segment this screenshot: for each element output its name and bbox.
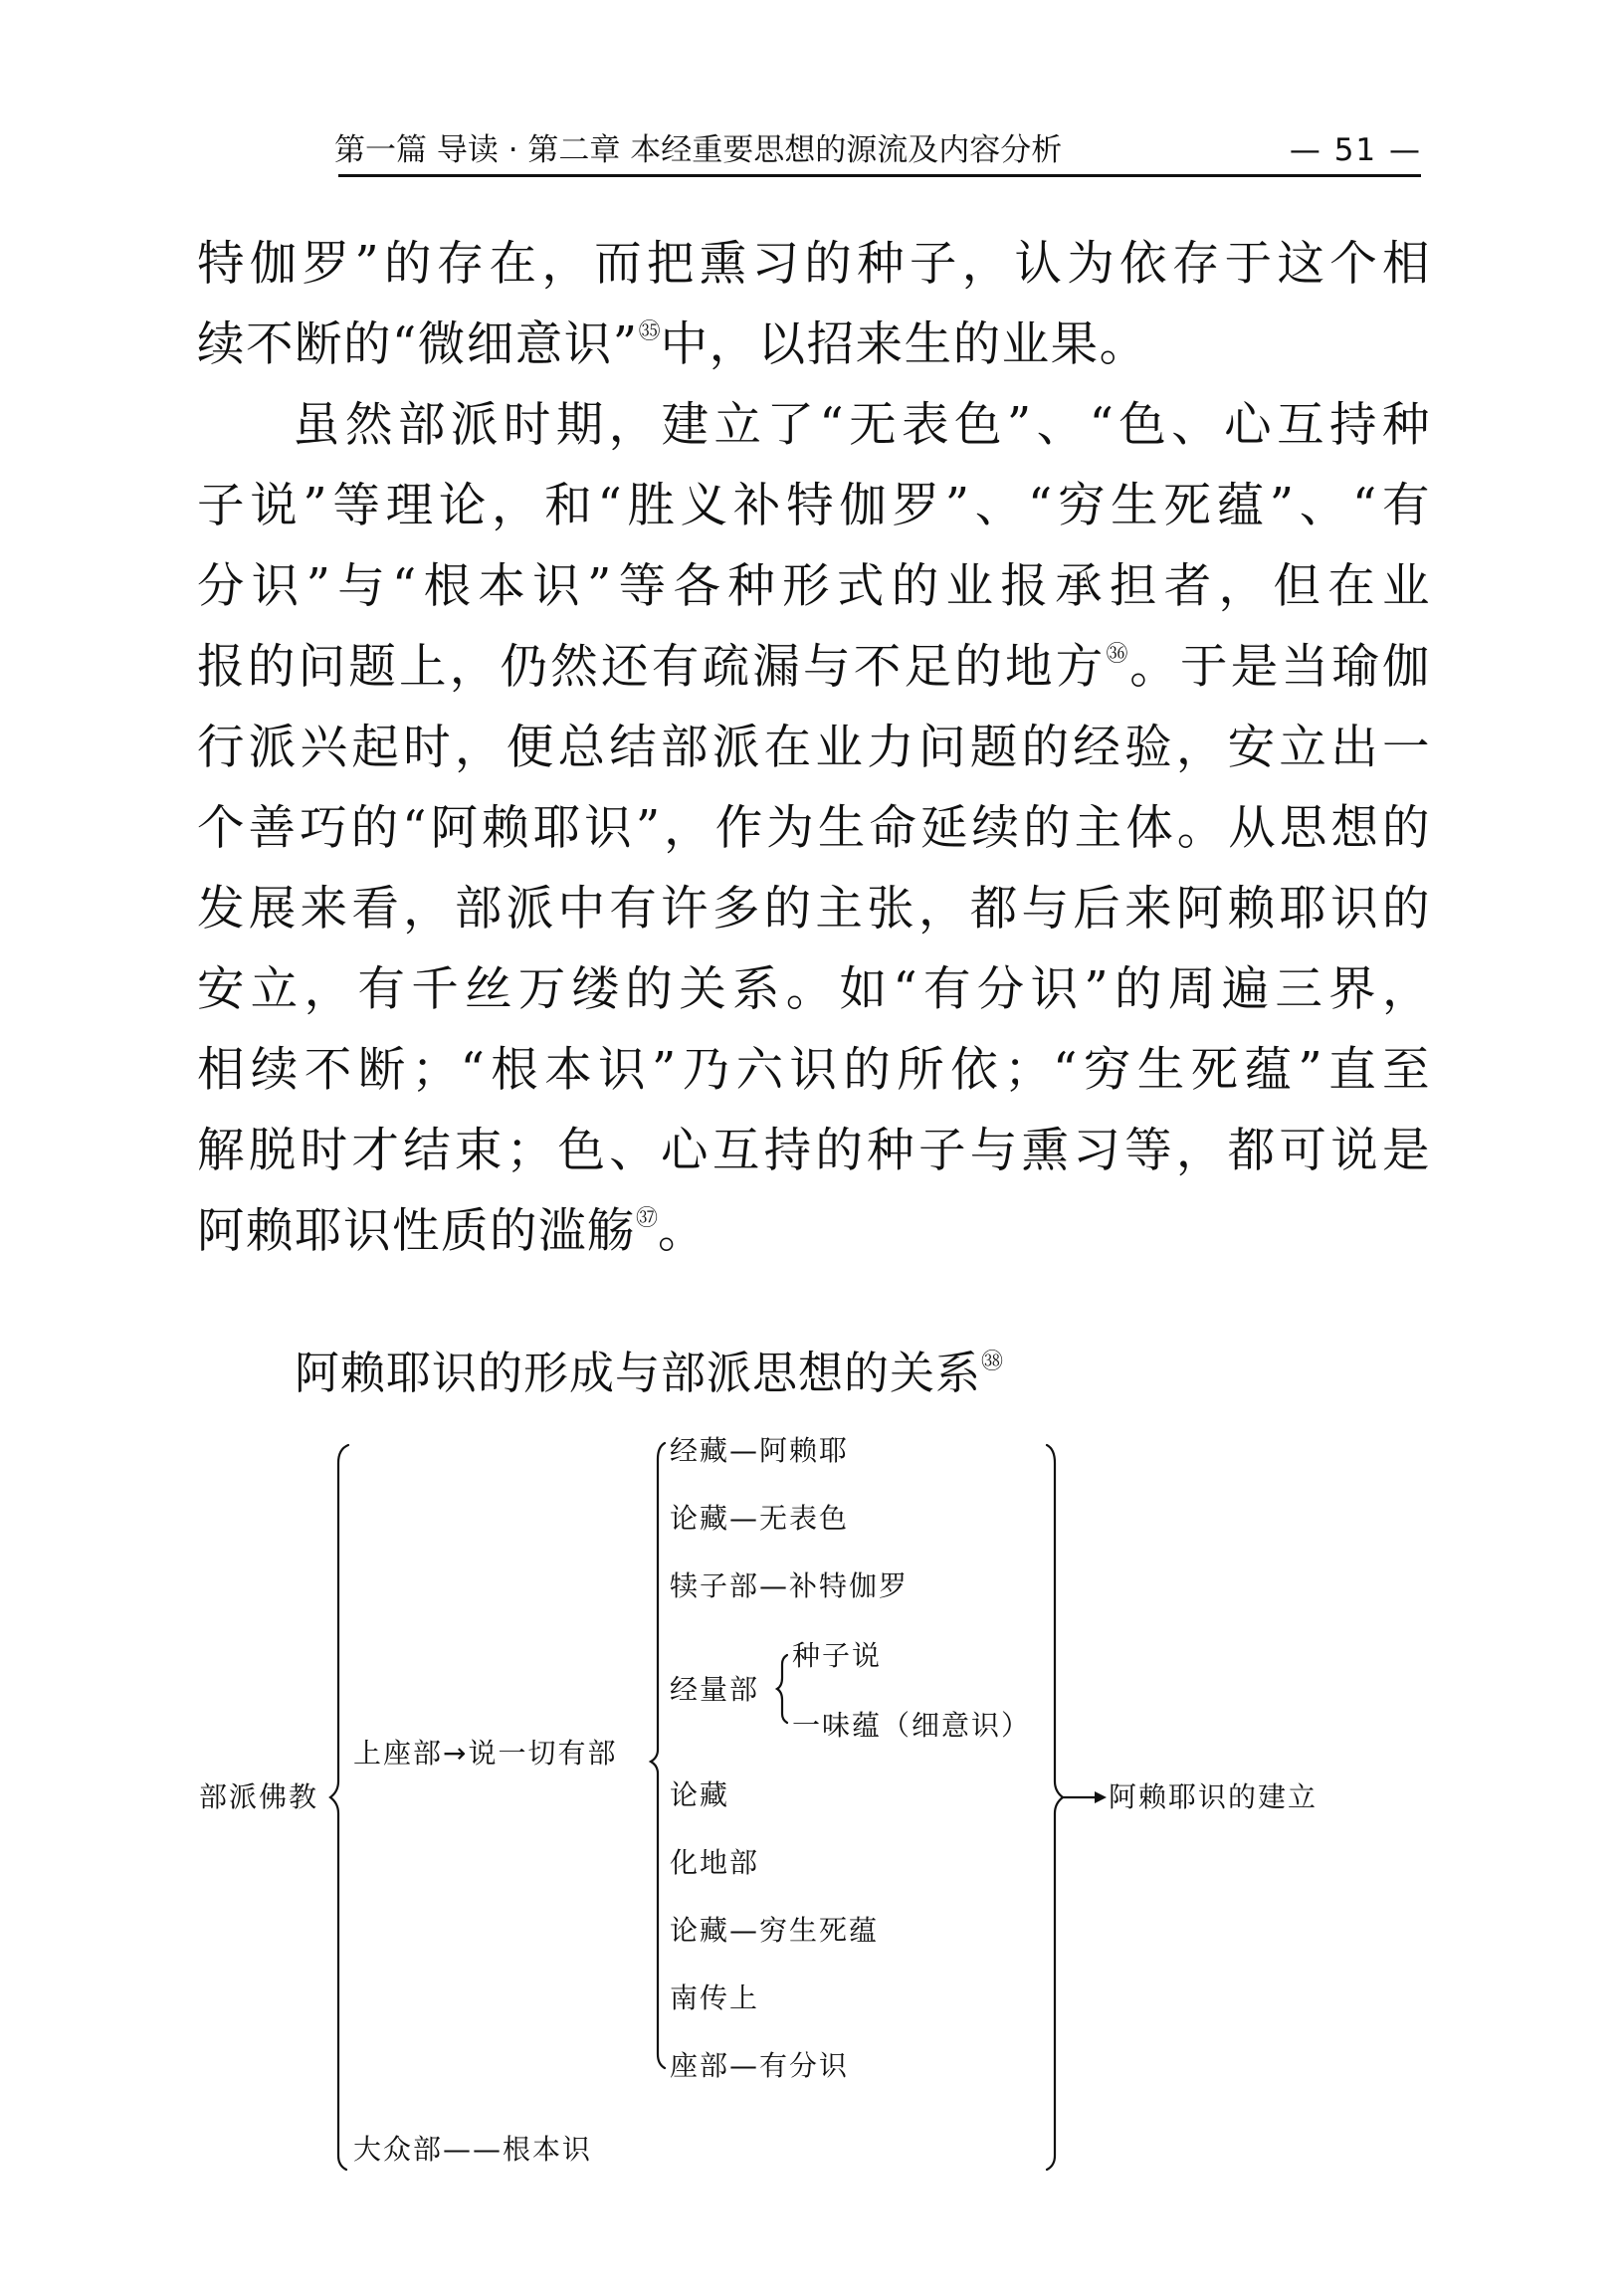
- result-arrowhead: [1095, 1791, 1107, 1803]
- diagram-title: [295, 1344, 1003, 1403]
- text-line: 解脱时才结束；色、心互持的种子与熏习等，都可说是: [197, 1124, 1431, 1178]
- diagram-node-subitem: 种子说: [792, 1639, 883, 1672]
- text-line: 子说”等理论，和“胜义补特伽罗”、“穷生死蕴”、“有: [197, 479, 1431, 533]
- diagram-node-result: 阿赖耶识的建立: [1109, 1780, 1319, 1813]
- text-line: 特伽罗”的存在，而把熏习的种子，认为依存于这个相: [197, 237, 1431, 292]
- text-line: 个善巧的“阿赖耶识”，作为生命延续的主体。从思想的: [197, 801, 1431, 856]
- text-line: [197, 1191, 1431, 1272]
- text-line: 行派兴起时，便总结部派在业力问题的经验，安立出一: [197, 721, 1431, 775]
- diagram-node-sthavira: 上座部→说一切有部: [353, 1737, 618, 1770]
- diagram-node-subitem: 一味蕴（细意识）: [792, 1709, 1032, 1742]
- brace-closing: [1047, 1445, 1063, 2170]
- text-line: 虽然部派时期，建立了“无表色”、“色、心互持种: [293, 398, 1431, 453]
- diagram-node-root: 部派佛教: [199, 1780, 319, 1813]
- text-segment: 。于是当瑜伽: [1129, 640, 1431, 695]
- text-line: 分识”与“根本识”等各种形式的业报承担者，但在业: [197, 559, 1431, 614]
- text-segment: 阿赖耶识性质的滥觞: [197, 1204, 636, 1259]
- paragraph: [197, 385, 1431, 1272]
- diagram-title-text: 阿赖耶识的形成与部派思想的关系: [295, 1347, 982, 1399]
- diagram-node-item: 化地部: [670, 1846, 760, 1879]
- text-line: [197, 305, 1431, 385]
- footnote-ref[interactable]: ㉟: [638, 319, 661, 344]
- diagram-node-mahasanghika: 大众部——根本识: [353, 2133, 593, 2166]
- text-line: 发展来看，部派中有许多的主张，都与后来阿赖耶识的: [197, 882, 1431, 937]
- text-segment: 。: [658, 1204, 708, 1259]
- footnote-ref[interactable]: ㊱: [1106, 642, 1130, 667]
- footnote-ref[interactable]: ㊲: [636, 1206, 659, 1231]
- footnote-ref[interactable]: ㊳: [981, 1350, 1004, 1374]
- running-head: [334, 127, 1422, 173]
- text-segment: 报的问题上，仍然还有疏漏与不足的地方: [197, 640, 1107, 695]
- text-segment: 续不断的“微细意识”: [197, 317, 639, 372]
- diagram-node-item: 南传上: [670, 1981, 760, 2014]
- text-segment: 中，以招来生的业果。: [660, 317, 1148, 372]
- diagram-node-item: 论藏: [670, 1778, 730, 1811]
- running-head-title: 第一篇 导读 · 第二章 本经重要思想的源流及内容分析: [334, 132, 1063, 168]
- diagram-node-item: 论藏—无表色: [670, 1502, 850, 1535]
- brace-sautrantika: [777, 1655, 787, 1723]
- body-text: [197, 224, 1431, 1272]
- text-line: 相续不断；“根本识”乃六识的所依；“穷生死蕴”直至: [197, 1043, 1431, 1098]
- page-number: — 51 —: [1289, 132, 1422, 168]
- brace-root: [330, 1445, 348, 2170]
- header-rule: [338, 174, 1421, 177]
- diagram-node-item: 论藏—穷生死蕴: [670, 1914, 880, 1947]
- diagram-node-item: 座部—有分识: [670, 2049, 850, 2082]
- diagram-node-item: 犊子部—补特伽罗: [670, 1569, 910, 1602]
- brace-sarvastivada: [651, 1443, 665, 2068]
- diagram-node-item: 经量部: [670, 1673, 760, 1706]
- text-line: 安立，有千丝万缕的关系。如“有分识”的周遍三界，: [197, 962, 1431, 1017]
- diagram-node-item: 经藏—阿赖耶: [670, 1434, 850, 1467]
- paragraph: [197, 224, 1431, 385]
- text-line: [197, 627, 1431, 708]
